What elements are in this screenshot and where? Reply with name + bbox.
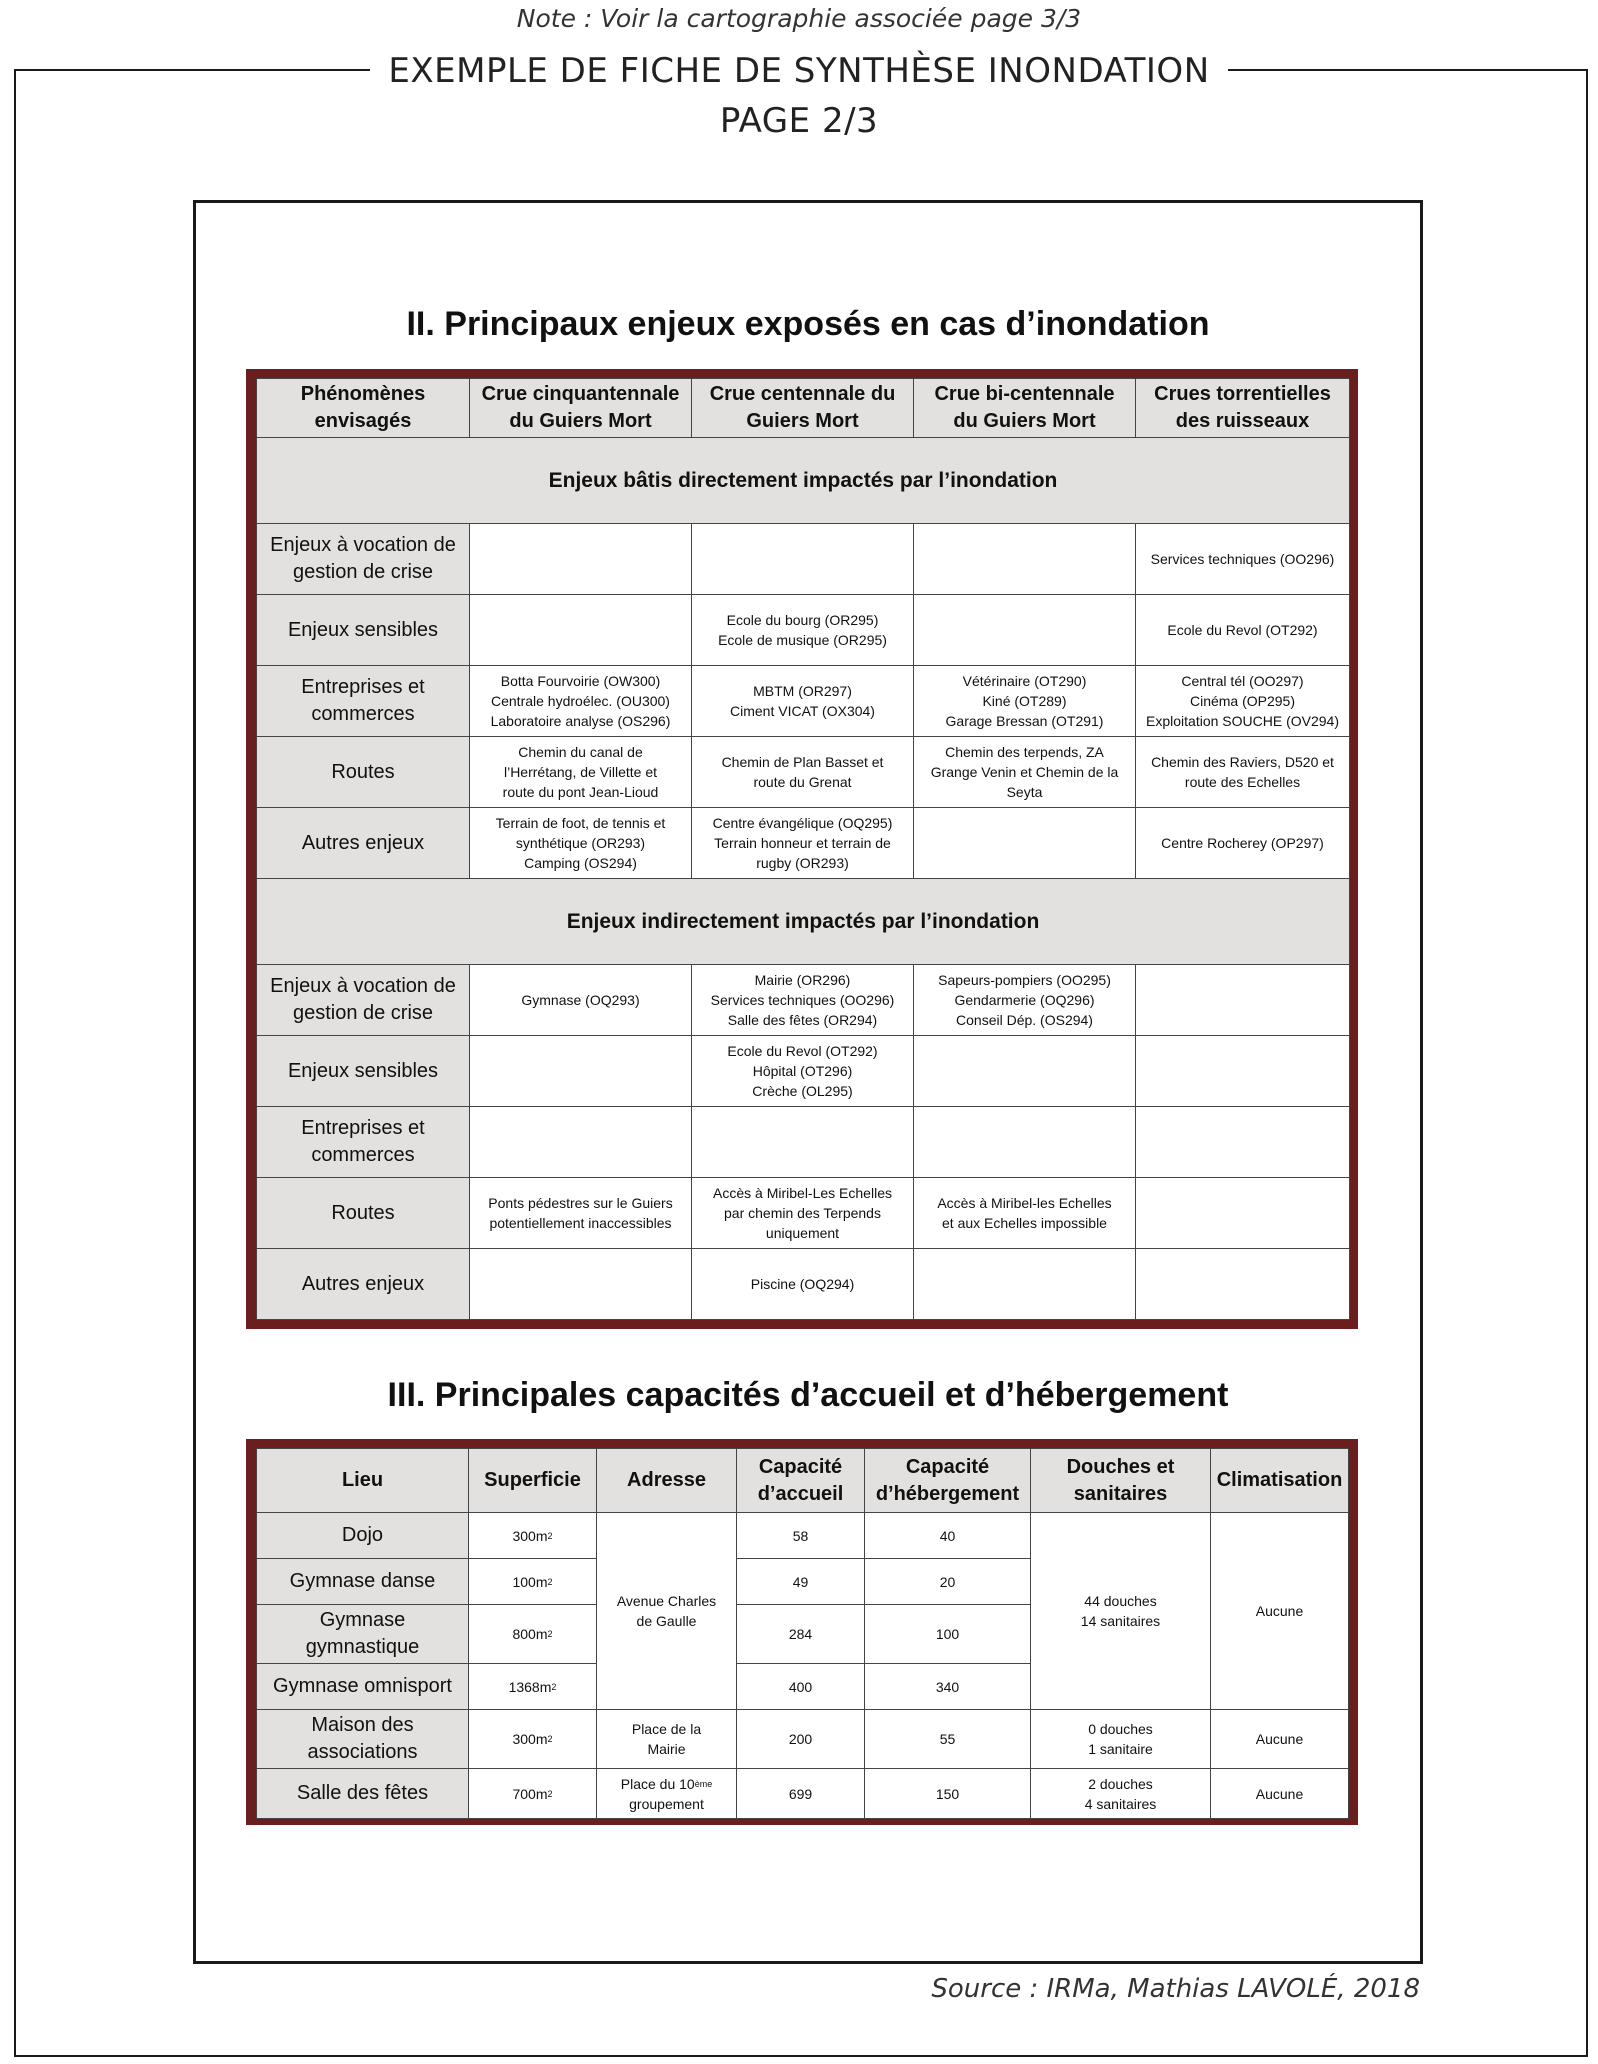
table-cell: Ecole du Revol (OT292) — [1136, 595, 1350, 666]
col-header-lieu: Lieu — [257, 1449, 469, 1513]
source-caption: Source : IRMa, Mathias LAVOLÉ, 2018 — [931, 1974, 1420, 2004]
superficie-cell: $300m^2$ — [469, 1513, 597, 1559]
table-cell — [914, 1107, 1136, 1178]
col-header-torrentielles: Crues torrentielles des ruisseaux — [1136, 379, 1350, 438]
lieu-cell: Gymnase omnisport — [257, 1664, 469, 1710]
group1-title: Enjeux bâtis directement impactés par l’inondation — [257, 438, 1350, 524]
table-cell — [470, 1036, 692, 1107]
table-cell: Sapeurs-pompiers (OO295) Gendarmerie (OQ296) Conseil Dép. (OS294) — [914, 965, 1136, 1036]
table-cell: Accès à Miribel-Les Echelles par chemin des Terpends uniquement — [692, 1178, 914, 1249]
table-cell — [1136, 1036, 1350, 1107]
table-cell: Central tél (OO297) Cinéma (OP295) Exploitation SOUCHE (OV294) — [1136, 666, 1350, 737]
douches-cell: 2 douches 4 sanitaires — [1031, 1769, 1211, 1819]
hebergement-cell: 55 — [865, 1710, 1031, 1769]
accueil-cell: 284 — [737, 1605, 865, 1664]
superficie-cell: $300m^2$ — [469, 1710, 597, 1769]
accueil-cell: 58 — [737, 1513, 865, 1559]
lieu-cell: Dojo — [257, 1513, 469, 1559]
table-cell — [1136, 1107, 1350, 1178]
row-label: Autres enjeux — [257, 1249, 470, 1320]
table-cell — [470, 595, 692, 666]
section3-title: III. Principales capacités d’accueil et d’hébergement — [387, 1376, 1229, 1414]
capacites-table-frame — [246, 1439, 1358, 1825]
header-title-line2: PAGE 2/3 — [702, 101, 896, 141]
table-cell: MBTM (OR297) Ciment VICAT (OX304) — [692, 666, 914, 737]
table-cell — [914, 1036, 1136, 1107]
col-header-climatisation: Climatisation — [1211, 1449, 1349, 1513]
table-cell: Gymnase (OQ293) — [470, 965, 692, 1036]
col-header-superficie: Superficie — [469, 1449, 597, 1513]
accueil-cell: 400 — [737, 1664, 865, 1710]
table-cell — [914, 808, 1136, 879]
superficie-cell: $800m^2$ — [469, 1605, 597, 1664]
table-cell: Mairie (OR296) Services techniques (OO296) Salle des fêtes (OR294) — [692, 965, 914, 1036]
adresse-cell: Avenue Charles de Gaulle — [597, 1513, 737, 1710]
capacites-table — [256, 1448, 1349, 1819]
table-cell — [692, 1107, 914, 1178]
table-cell: Vétérinaire (OT290) Kiné (OT289) Garage Bressan (OT291) — [914, 666, 1136, 737]
table-cell — [692, 524, 914, 595]
table-cell — [470, 1249, 692, 1320]
col-header-centennale: Crue centennale du Guiers Mort — [692, 379, 914, 438]
adresse-cell: Place de la Mairie — [597, 1710, 737, 1769]
row-label: Enjeux à vocation de gestion de crise — [257, 965, 470, 1036]
document-page — [193, 200, 1423, 1964]
superficie-cell: $1368m^2$ — [469, 1664, 597, 1710]
row-label: Routes — [257, 737, 470, 808]
table-cell: Ponts pédestres sur le Guiers potentiellement inaccessibles — [470, 1178, 692, 1249]
page-header — [0, 46, 1598, 146]
col-header-phenomenes: Phénomènes envisagés — [257, 379, 470, 438]
row-label: Entreprises et commerces — [257, 666, 470, 737]
hebergement-cell: 40 — [865, 1513, 1031, 1559]
table-cell: Chemin des Raviers, D520 et route des Echelles — [1136, 737, 1350, 808]
row-label: Enjeux sensibles — [257, 1036, 470, 1107]
table-cell — [470, 524, 692, 595]
table-cell: Terrain de foot, de tennis et synthétique (OR293) Camping (OS294) — [470, 808, 692, 879]
lieu-cell: Gymnase danse — [257, 1559, 469, 1605]
table-cell: Ecole du bourg (OR295) Ecole de musique (OR295) — [692, 595, 914, 666]
hebergement-cell: 100 — [865, 1605, 1031, 1664]
table-cell: Services techniques (OO296) — [1136, 524, 1350, 595]
table-cell — [914, 595, 1136, 666]
lieu-cell: Gymnase gymnastique — [257, 1605, 469, 1664]
table-cell: Chemin du canal de l’Herrétang, de Villette et route du pont Jean-Lioud — [470, 737, 692, 808]
table-cell: Botta Fourvoirie (OW300) Centrale hydroélec. (OU300) Laboratoire analyse (OS296) — [470, 666, 692, 737]
climatisation-cell: Aucune — [1211, 1710, 1349, 1769]
table-cell — [470, 1107, 692, 1178]
hebergement-cell: 20 — [865, 1559, 1031, 1605]
table-cell: Centre Rocherey (OP297) — [1136, 808, 1350, 879]
col-header-douches: Douches et sanitaires — [1031, 1449, 1211, 1513]
douches-cell: 0 douches 1 sanitaire — [1031, 1710, 1211, 1769]
row-label: Enjeux à vocation de gestion de crise — [257, 524, 470, 595]
note-text: Note : Voir la cartographie associée page 3/3 — [516, 4, 1082, 33]
row-label: Enjeux sensibles — [257, 595, 470, 666]
table-cell — [914, 1249, 1136, 1320]
enjeux-table-frame — [246, 369, 1358, 1329]
climatisation-cell: Aucune — [1211, 1769, 1349, 1819]
col-header-bicentennale: Crue bi-centennale du Guiers Mort — [914, 379, 1136, 438]
row-label: Autres enjeux — [257, 808, 470, 879]
section2-title: II. Principaux enjeux exposés en cas d’inondation — [406, 305, 1210, 343]
hebergement-cell: 340 — [865, 1664, 1031, 1710]
table-cell — [1136, 1178, 1350, 1249]
table-cell — [1136, 965, 1350, 1036]
table-cell: Centre évangélique (OQ295) Terrain honneur et terrain de rugby (OR293) — [692, 808, 914, 879]
lieu-cell: Salle des fêtes — [257, 1769, 469, 1819]
table-cell: Accès à Miribel-les Echelles et aux Echelles impossible — [914, 1178, 1136, 1249]
table-cell — [914, 524, 1136, 595]
row-label: Routes — [257, 1178, 470, 1249]
douches-cell: 44 douches 14 sanitaires — [1031, 1513, 1211, 1710]
table-cell: Chemin de Plan Basset et route du Grenat — [692, 737, 914, 808]
row-label: Entreprises et commerces — [257, 1107, 470, 1178]
accueil-cell: 49 — [737, 1559, 865, 1605]
col-header-cinquantennale: Crue cinquantennale du Guiers Mort — [470, 379, 692, 438]
accueil-cell: 699 — [737, 1769, 865, 1819]
accueil-cell: 200 — [737, 1710, 865, 1769]
climatisation-cell: Aucune — [1211, 1513, 1349, 1710]
superficie-cell: $100m^2$ — [469, 1559, 597, 1605]
adresse-cell: Place du 10ème groupement — [597, 1769, 737, 1819]
col-header-adresse: Adresse — [597, 1449, 737, 1513]
table-cell: Chemin des terpends, ZA Grange Venin et Chemin de la Seyta — [914, 737, 1136, 808]
table-cell: Piscine (OQ294) — [692, 1249, 914, 1320]
col-header-accueil: Capacité d’accueil — [737, 1449, 865, 1513]
enjeux-table — [256, 378, 1350, 1320]
table-cell — [1136, 1249, 1350, 1320]
lieu-cell: Maison des associations — [257, 1710, 469, 1769]
group2-title: Enjeux indirectement impactés par l’inondation — [257, 879, 1350, 965]
table-cell: Ecole du Revol (OT292) Hôpital (OT296) Crèche (OL295) — [692, 1036, 914, 1107]
col-header-hebergement: Capacité d’hébergement — [865, 1449, 1031, 1513]
superficie-cell: $700m^2$ — [469, 1769, 597, 1819]
header-title-line1: EXEMPLE DE FICHE DE SYNTHÈSE INONDATION — [370, 51, 1227, 91]
hebergement-cell: 150 — [865, 1769, 1031, 1819]
